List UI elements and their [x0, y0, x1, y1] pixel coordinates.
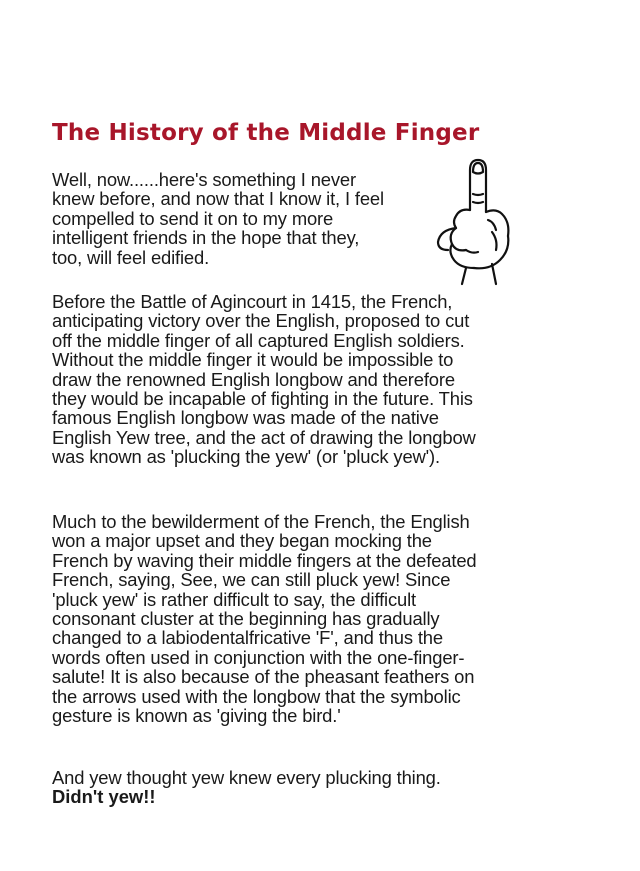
closing-punchline: Didn't yew!! [52, 786, 156, 807]
intro-paragraph: Well, now......here's something I never knew before, and now that I know it, I feel compelled to send it on to my more intelligent friends in the hope that they, too, will feel edified. [52, 169, 384, 268]
middle-finger-hand-icon [426, 150, 522, 288]
document-title: The History of the Middle Finger [52, 120, 480, 146]
agincourt-paragraph: Before the Battle of Agincourt in 1415, the French, anticipating victory over the English, proposed to cut off the middle finger of all captured English soldiers. Without the middle finger it would be impossible to draw the renowned English longbow and therefore they would be incapable of fighting in the future. This famous English longbow was made of the native English Yew tree, and the act of drawing the longbow was known as 'plucking the yew' (or 'pluck yew'). [52, 291, 476, 468]
closing-line: And yew thought yew knew every plucking thing. [52, 767, 441, 788]
pluck-yew-paragraph: Much to the bewilderment of the French, the English won a major upset and they began mocking the French by waving their middle fingers at the defeated French, saying, See, we can still pluck yew! Since 'pluck yew' is rather difficult to say, the difficult consonant cluster at the beginning has gradually changed to a labiodentalfricative 'F', and thus the words often used in conjunction with the one-finger- salute! It is also because of the pheasant feathers on the arrows used with the longbow that the symbolic gesture is known as 'giving the bird.' [52, 511, 477, 727]
